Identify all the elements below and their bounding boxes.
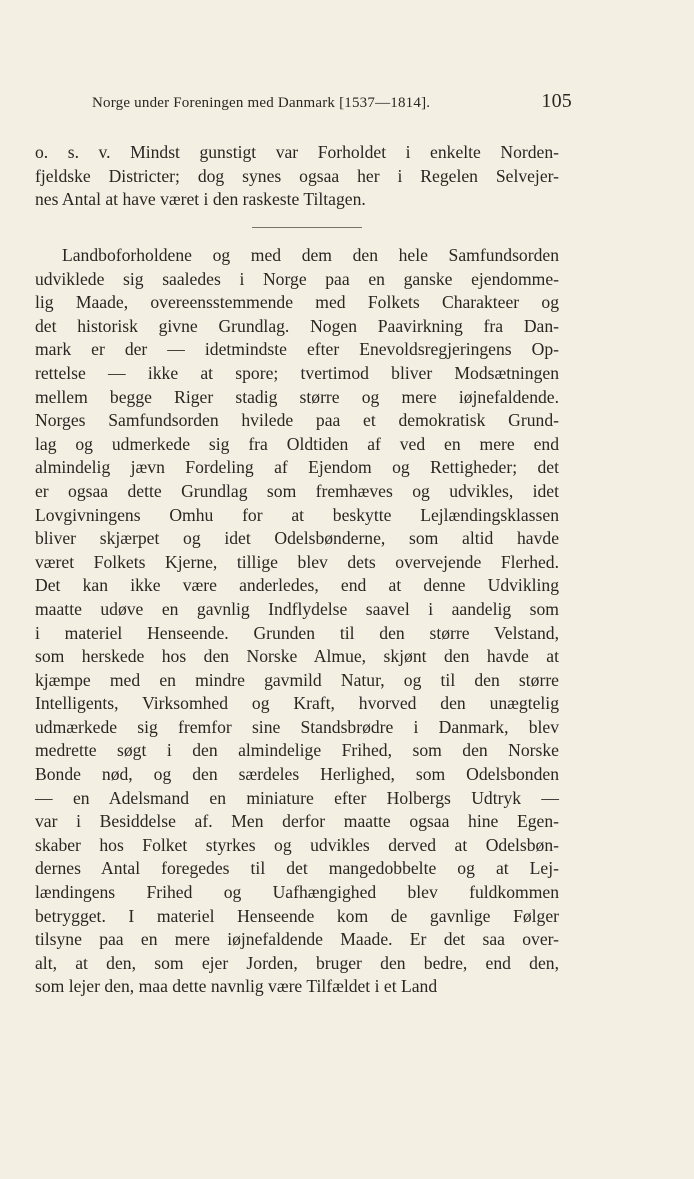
text-line: dernes Antal foregedes til det mangedobbelte og at Lej- [35, 858, 559, 879]
text-line: Norges Samfundsorden hvilede paa et demokratisk Grund- [35, 410, 559, 431]
text-line: var i Besiddelse af. Men derfor maatte ogsaa hine Egen- [35, 811, 559, 832]
section-divider [252, 227, 362, 228]
text-line: Det kan ikke være anderledes, end at denne Udvikling [35, 575, 559, 596]
text-line: Landboforholdene og med dem den hele Samfundsorden [62, 245, 559, 265]
paragraph-2 [35, 244, 559, 999]
text-line: udmærkede sig fremfor sine Standsbrødre i Danmark, blev [35, 716, 559, 737]
text-line: som herskede hos den Norske Almue, skjønt den havde at [35, 646, 559, 667]
text-line: kjæmpe med en mindre gavmild Natur, og til den større [35, 669, 559, 690]
text-line: mellem begge Riger stadig større og mere iøjnefaldende. [35, 386, 559, 407]
text-line: lag og udmerkede sig fra Oldtiden af ved en mere end [35, 433, 559, 454]
text-line: er ogsaa dette Grundlag som fremhæves og udvikles, idet [35, 480, 559, 501]
text-line: mark er der — idetmindste efter Enevoldsregjeringens Op- [35, 339, 559, 360]
text-line: betrygget. I materiel Henseende kom de gavnlige Følger [35, 905, 559, 926]
text-line: lig Maade, overeensstemmende med Folkets Charakteer og [35, 292, 559, 313]
text-line: medrette søgt i den almindelige Frihed, som den Norske [35, 740, 559, 761]
text-line: fjeldske Districter; dog synes ogsaa her i Regelen Selvejer- [35, 165, 559, 186]
text-line: det historisk givne Grundlag. Nogen Paavirkning fra Dan- [35, 315, 559, 336]
text-line: lændingens Frihed og Uafhængighed blev fuldkommen [35, 882, 559, 903]
text-line: o. s. v. Mindst gunstigt var Forholdet i enkelte Norden- [35, 142, 559, 162]
text-line: tilsyne paa en mere iøjnefaldende Maade. Er det saa over- [35, 929, 559, 950]
text-line: nes Antal at have været i den raskeste Tiltagen. [35, 189, 366, 210]
text-line: almindelig jævn Fordeling af Ejendom og Rettigheder; det [35, 457, 559, 478]
header-title: Norge under Foreningen med Danmark [1537—1814]. [92, 95, 431, 111]
text-line: Lovgivningens Omhu for at beskytte Lejlændingsklassen [35, 504, 559, 525]
text-line: rettelse — ikke at spore; tvertimod bliver Modsætningen [35, 362, 559, 383]
text-line: skaber hos Folket styrkes og udvikles derved at Odelsbøn- [35, 834, 559, 855]
text-line: — en Adelsmand en miniature efter Holbergs Udtryk — [35, 787, 559, 808]
text-line: alt, at den, som ejer Jorden, bruger den bedre, end den, [35, 952, 559, 973]
text-line: Intelligents, Virksomhed og Kraft, hvorved den unægtelig [35, 693, 559, 714]
text-line: maatte udøve en gavnlig Indflydelse saavel i aandelig som [35, 598, 559, 619]
page-number: 105 [541, 90, 572, 112]
text-line: udviklede sig saaledes i Norge paa en ganske ejendomme- [35, 268, 559, 289]
text-line: i materiel Henseende. Grunden til den større Velstand, [35, 622, 559, 643]
text-line: bliver skjærpet og idet Odelsbønderne, som altid havde [35, 528, 559, 549]
paragraph-1 [35, 141, 559, 212]
text-line: været Folkets Kjerne, tillige blev dets overvejende Flerhed. [35, 551, 559, 572]
running-header [92, 90, 572, 113]
text-line: som lejer den, maa dette navnlig være Tilfældet i et Land [35, 976, 438, 997]
text-line: Bonde nød, og den særdeles Herlighed, som Odelsbonden [35, 764, 559, 785]
